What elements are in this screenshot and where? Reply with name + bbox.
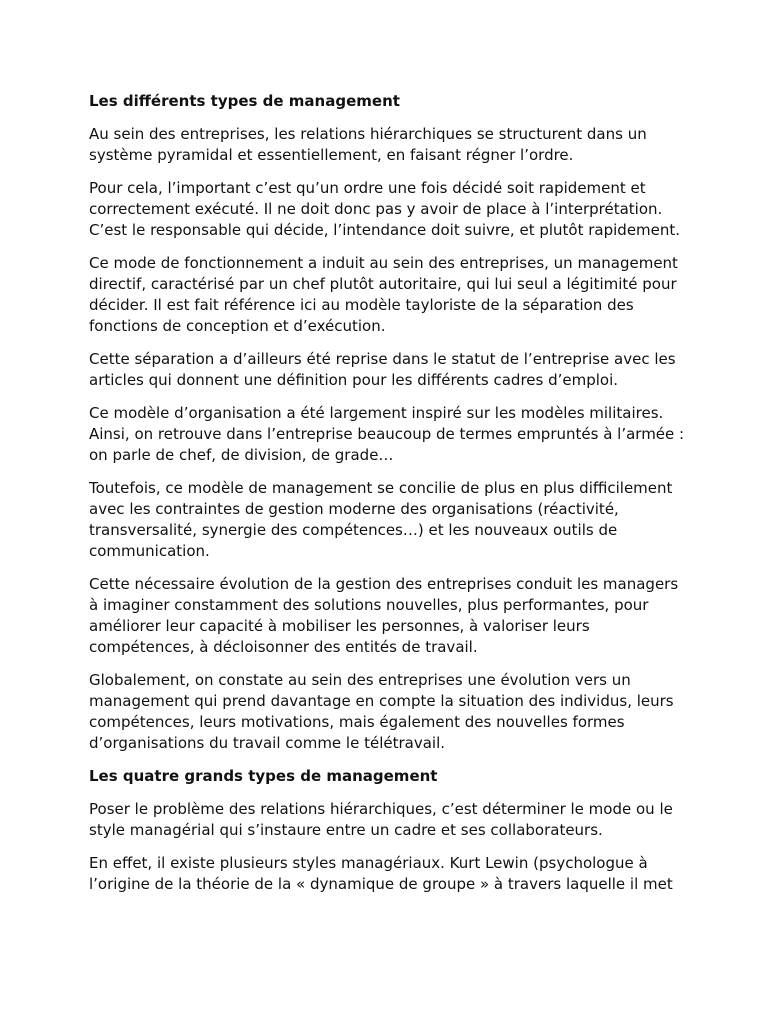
paragraph-4: Cette séparation a d’ailleurs été reprise dans le statut de l’entreprise avec les articles qui donnent une définition pour les différents cadres d’emploi. <box>89 350 676 389</box>
document-body <box>89 91 689 907</box>
paragraph-5: Ce modèle d’organisation a été largement inspiré sur les modèles militaires. Ainsi, on retrouve dans l’entreprise beaucoup de termes empruntés à l’armée : on parle de chef, de division, de grade… <box>89 404 685 464</box>
paragraph-3: Ce mode de fonctionnement a induit au sein des entreprises, un management directif, caractérisé par un chef plutôt autoritaire, qui lui seul a légitimité pour décider. Il est fait référence ici au modèle tayloriste de la séparation des fonctions de conception et d’exécution. <box>89 254 678 335</box>
section-heading-four-types: Les quatre grands types de management <box>89 767 438 785</box>
paragraph-7: Cette nécessaire évolution de la gestion des entreprises conduit les managers à imaginer constamment des solutions nouvelles, plus performantes, pour améliorer leur capacité à mobiliser les personnes, à valoriser leurs compétences, à décloisonner des entités de travail. <box>89 575 679 656</box>
paragraph-9: Poser le problème des relations hiérarchiques, c’est déterminer le mode ou le style managérial qui s’instaure entre un cadre et ses collaborateurs. <box>89 800 673 839</box>
paragraph-6: Toutefois, ce modèle de management se concilie de plus en plus difficilement avec les contraintes de gestion moderne des organisations (réactivité, transversalité, synergie des compétences…) et les nouveaux outils de communication. <box>89 479 673 560</box>
paragraph-8: Globalement, on constate au sein des entreprises une évolution vers un management qui prend davantage en compte la situation des individus, leurs compétences, leurs motivations, mais également des nouvelles formes d’organisations du travail comme le télétravail. <box>89 671 674 752</box>
section-heading-types: Les différents types de management <box>89 92 400 110</box>
paragraph-2: Pour cela, l’important c’est qu’un ordre une fois décidé soit rapidement et correctement exécuté. Il ne doit donc pas y avoir de place à l’interprétation. C’est le responsable qui décide, l’intendance doit suivre, et plutôt rapidement. <box>89 179 681 239</box>
paragraph-10: En effet, il existe plusieurs styles managériaux. Kurt Lewin (psychologue à l’origine de la théorie de la « dynamique de groupe » à travers laquelle il met <box>89 854 673 893</box>
paragraph-1: Au sein des entreprises, les relations hiérarchiques se structurent dans un système pyramidal et essentiellement, en faisant régner l’ordre. <box>89 125 647 164</box>
